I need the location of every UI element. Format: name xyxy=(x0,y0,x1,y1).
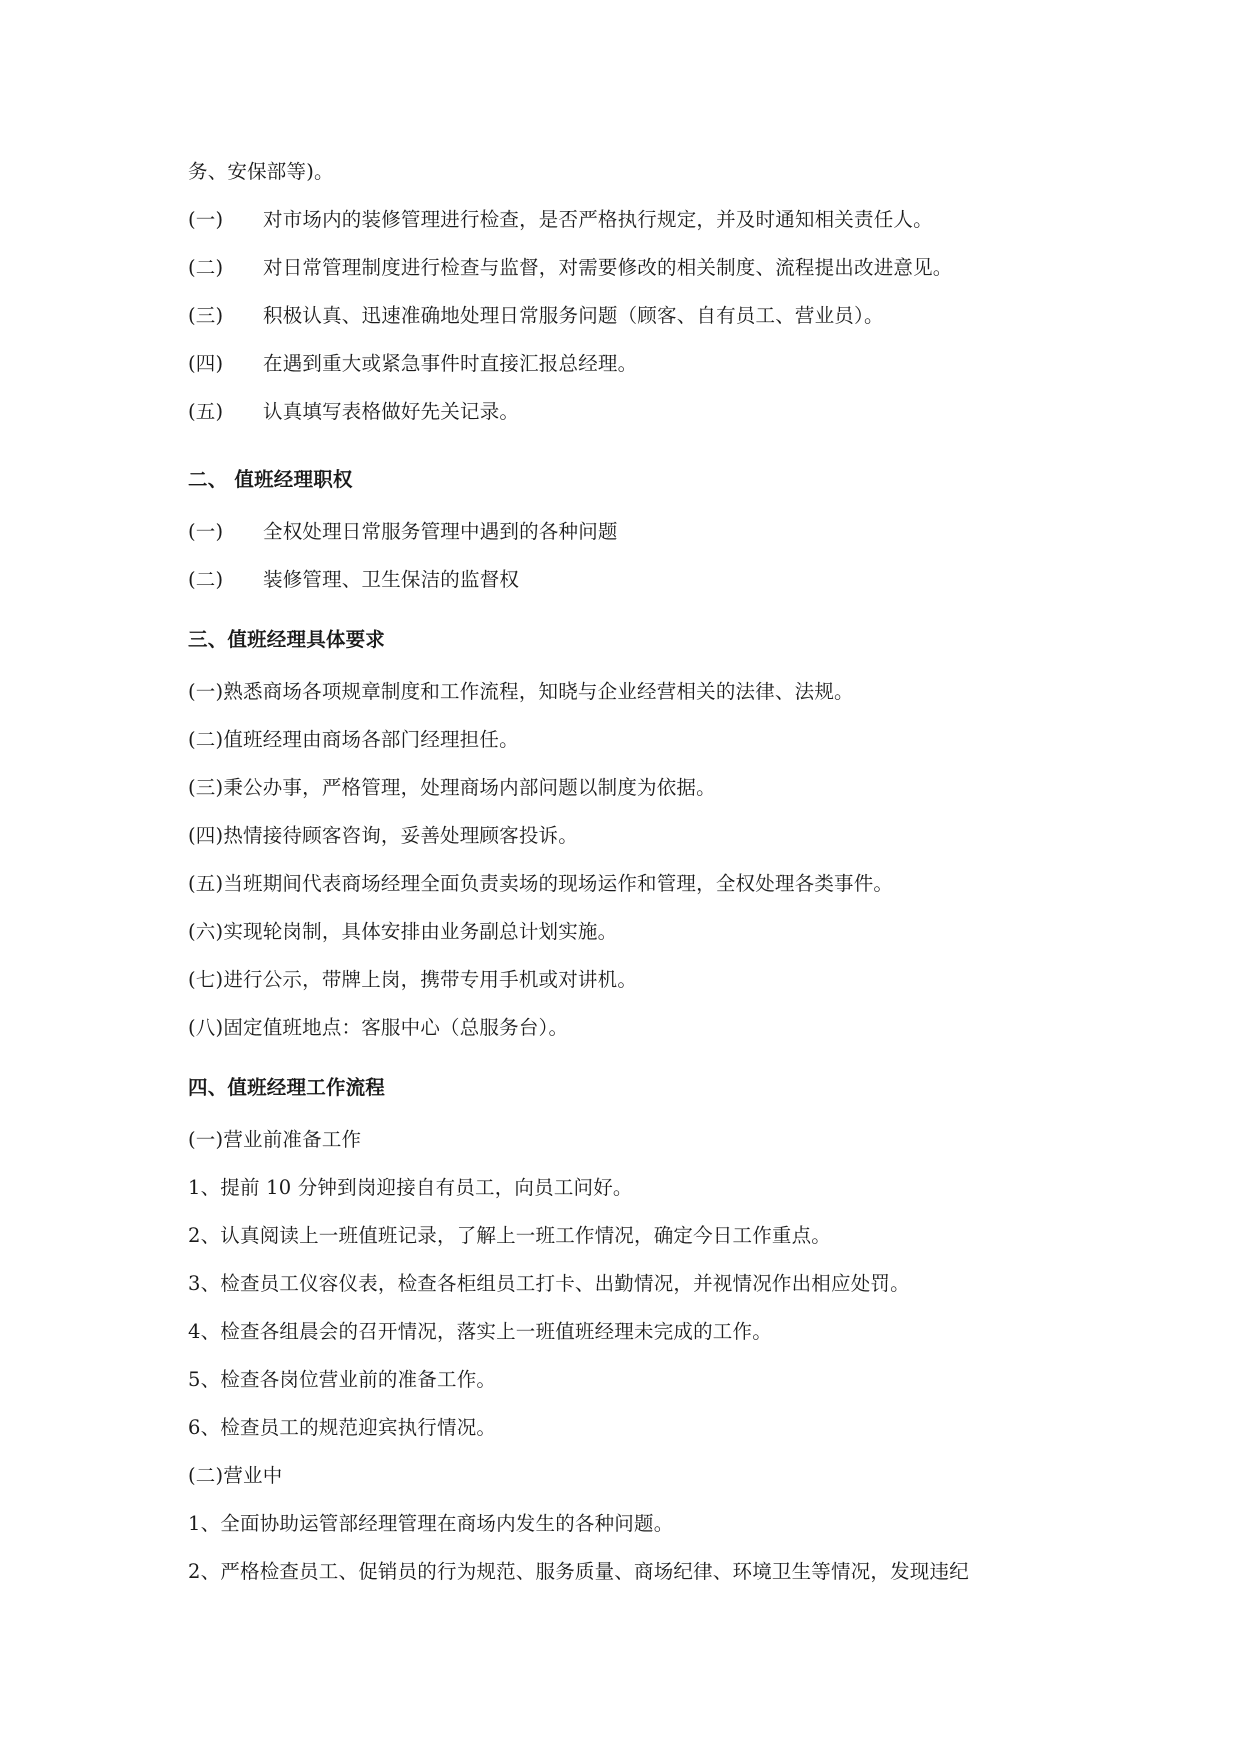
list-number: (八) xyxy=(188,1016,224,1039)
list-item xyxy=(188,1272,910,1296)
line-text: 对市场内的装修管理进行检查，是否严格执行规定，并及时通知相关责任人。 xyxy=(263,208,933,231)
list-item xyxy=(188,1560,969,1584)
line-text: 1、全面协助运管部经理管理在商场内发生的各种问题。 xyxy=(188,1512,674,1535)
list-number: (七) xyxy=(188,968,224,991)
line-text: 在遇到重大或紧急事件时直接汇报总经理。 xyxy=(263,352,638,375)
line-text: 秉公办事，严格管理，处理商场内部问题以制度为依据。 xyxy=(223,776,716,799)
list-item xyxy=(188,872,893,896)
line-text: 值班经理由商场各部门经理担任。 xyxy=(223,728,519,751)
line-text: 对日常管理制度进行检查与监督，对需要修改的相关制度、流程提出改进意见。 xyxy=(263,256,953,279)
list-item xyxy=(188,1224,831,1248)
section-heading xyxy=(188,628,385,652)
subsection-heading xyxy=(188,1464,282,1488)
list-item xyxy=(188,1368,496,1392)
line-text: 务、安保部等)。 xyxy=(188,160,334,183)
heading-text: 二、 值班经理职权 xyxy=(188,468,353,491)
list-item xyxy=(188,520,618,544)
list-number: (二) xyxy=(188,568,224,591)
line-text: 全权处理日常服务管理中遇到的各种问题 xyxy=(263,520,618,543)
line-text: 实现轮岗制，具体安排由业务副总计划实施。 xyxy=(223,920,618,943)
line-text: 积极认真、迅速准确地处理日常服务问题（顾客、自有员工、营业员）。 xyxy=(263,304,884,327)
list-item xyxy=(188,208,933,232)
line-text: 2、认真阅读上一班值班记录，了解上一班工作情况，确定今日工作重点。 xyxy=(188,1224,832,1247)
list-item xyxy=(188,400,519,424)
heading-text: 三、值班经理具体要求 xyxy=(188,628,386,651)
list-number: (四) xyxy=(188,824,224,847)
list-item xyxy=(188,1176,633,1200)
line-text: 固定值班地点：客服中心（总服务台）。 xyxy=(223,1016,569,1039)
subsection-heading xyxy=(188,1128,361,1152)
list-number: (三) xyxy=(188,776,224,799)
list-number: (二) xyxy=(188,1464,224,1487)
line-text: 当班期间代表商场经理全面负责卖场的现场运作和管理，全权处理各类事件。 xyxy=(223,872,894,895)
line-text: 6、检查员工的规范迎宾执行情况。 xyxy=(188,1416,497,1439)
line-text: 进行公示，带牌上岗，携带专用手机或对讲机。 xyxy=(223,968,638,991)
list-number: (二) xyxy=(188,728,224,751)
list-item xyxy=(188,568,519,592)
list-number: (一) xyxy=(188,520,224,543)
list-item xyxy=(188,1016,568,1040)
list-item xyxy=(188,1320,772,1344)
line-text: 5、检查各岗位营业前的准备工作。 xyxy=(188,1368,497,1391)
list-number: (五) xyxy=(188,872,224,895)
list-item xyxy=(188,680,854,704)
list-item xyxy=(188,728,519,752)
line-text: 营业前准备工作 xyxy=(223,1128,362,1151)
list-item xyxy=(188,256,953,280)
list-item xyxy=(188,352,637,376)
list-number: (三) xyxy=(188,304,224,327)
text-line xyxy=(188,160,334,184)
list-item xyxy=(188,824,578,848)
list-item xyxy=(188,776,716,800)
list-item xyxy=(188,1416,496,1440)
line-text: 装修管理、卫生保洁的监督权 xyxy=(263,568,520,591)
heading-text: 四、值班经理工作流程 xyxy=(188,1076,386,1099)
line-text: 2、严格检查员工、促销员的行为规范、服务质量、商场纪律、环境卫生等情况，发现违纪 xyxy=(188,1560,969,1583)
line-text: 熟悉商场各项规章制度和工作流程，知晓与企业经营相关的法律、法规。 xyxy=(223,680,854,703)
line-text: 3、检查员工仪容仪表，检查各柜组员工打卡、出勤情况，并视情况作出相应处罚。 xyxy=(188,1272,910,1295)
list-number: (一) xyxy=(188,680,224,703)
line-text: 4、检查各组晨会的召开情况，落实上一班值班经理未完成的工作。 xyxy=(188,1320,772,1343)
list-number: (六) xyxy=(188,920,224,943)
list-number: (一) xyxy=(188,1128,224,1151)
list-item xyxy=(188,920,617,944)
list-number: (一) xyxy=(188,208,224,231)
list-item xyxy=(188,1512,673,1536)
line-text: 认真填写表格做好先关记录。 xyxy=(263,400,520,423)
list-item xyxy=(188,968,637,992)
list-number: (五) xyxy=(188,400,224,423)
list-number: (二) xyxy=(188,256,224,279)
section-heading xyxy=(188,1076,385,1100)
line-text: 1、提前 10 分钟到岗迎接自有员工，向员工问好。 xyxy=(188,1176,633,1199)
section-heading xyxy=(188,468,353,492)
line-text: 热情接待顾客咨询，妥善处理顾客投诉。 xyxy=(223,824,578,847)
line-text: 营业中 xyxy=(223,1464,283,1487)
list-item xyxy=(188,304,884,328)
list-number: (四) xyxy=(188,352,224,375)
